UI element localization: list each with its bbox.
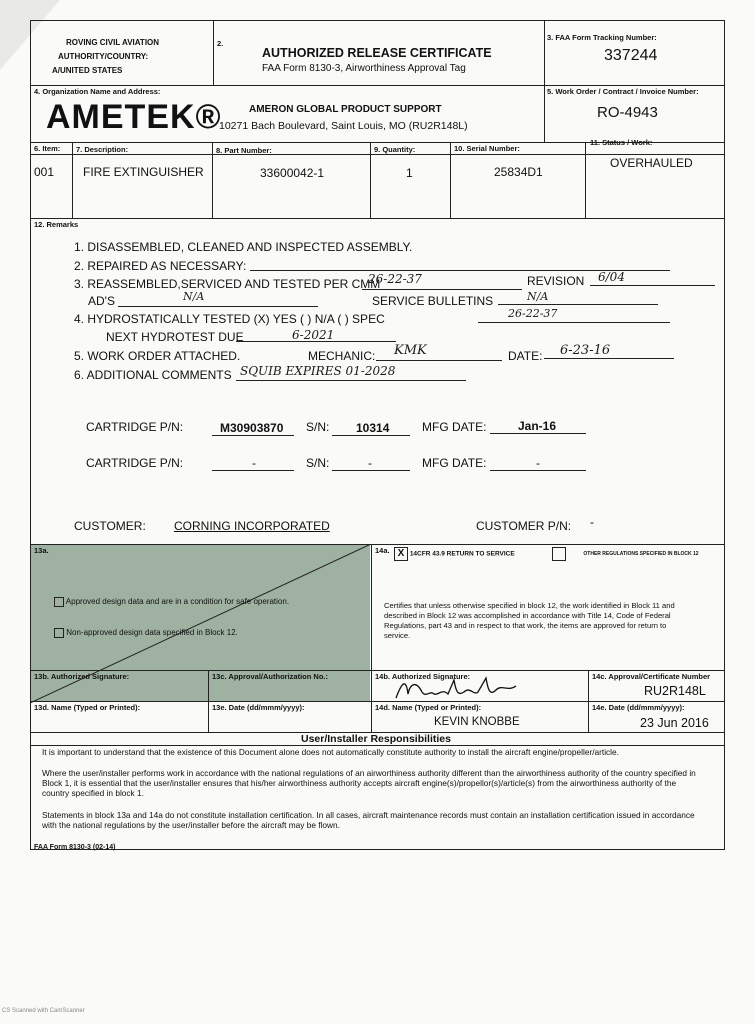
cmm-value: 26-22-37 (368, 272, 422, 286)
form-subtitle: FAA Form 8130-3, Airworthiness Approval Tag (262, 63, 466, 74)
comments-value: SQUIB EXPIRES 01-2028 (240, 364, 396, 378)
cartridge-2-sn: - (368, 456, 372, 470)
customer-label: CUSTOMER: (74, 519, 146, 533)
other-regulations-text: OTHER REGULATIONS SPECIFIED IN BLOCK 12 (583, 551, 699, 558)
remark-1: 1. DISASSEMBLED, CLEANED AND INSPECTED ASSEMBLY. (74, 240, 413, 254)
responsibilities-line (30, 745, 725, 746)
description-value: FIRE EXTINGUISHER (83, 165, 204, 179)
part-number-label: 8. Part Number: (216, 146, 272, 155)
cmm-line (362, 289, 522, 290)
cartridge-1-sn-label: S/N: (306, 420, 330, 434)
block-13e-label: 13e. Date (dd/mmm/yyyy): (212, 703, 305, 712)
cartridge-1-pn: M30903870 (220, 421, 284, 435)
return-to-service-checkbox[interactable]: X (394, 547, 408, 561)
cartridge-2-pn-line (212, 470, 294, 471)
tracking-number: 337244 (604, 47, 658, 64)
block-13c-label: 13c. Approval/Authorization No.: (212, 672, 328, 681)
item-value: 001 (34, 165, 55, 179)
cartridge-1-label: CARTRIDGE P/N: (86, 420, 184, 434)
cartridge-2-mfg: - (536, 456, 540, 470)
scanner-watermark: CS Scanned with CamScanner (2, 1008, 85, 1014)
block-14d-label: 14d. Name (Typed or Printed): (375, 703, 482, 712)
remark-6: 6. ADDITIONAL COMMENTS (74, 368, 232, 382)
quantity-value: 1 (406, 166, 413, 180)
cartridge-1-mfg-line (490, 433, 586, 434)
ads-value: N/A (183, 290, 205, 303)
ads-line (118, 306, 318, 307)
remark-2: 2. REPAIRED AS NECESSARY: (74, 259, 247, 273)
cartridge-2-sn-label: S/N: (306, 456, 330, 470)
spec-line (478, 322, 670, 323)
ads-label: AD'S (88, 294, 115, 308)
status-label: 11. Status / Work: (590, 138, 653, 147)
remark-3: 3. REASSEMBLED,SERVICED AND TESTED PER CMM (74, 277, 381, 291)
approval-number: RU2R148L (644, 684, 706, 698)
cartridge-1-sn: 10314 (356, 421, 390, 435)
signature (392, 674, 522, 704)
comments-line (236, 380, 466, 381)
date-label: DATE: (508, 349, 543, 363)
block-14b-label: 14b. Authorized Signature: (375, 672, 471, 681)
form-footer: FAA Form 8130-3 (02-14) (34, 844, 116, 851)
service-bulletins-line (498, 304, 658, 305)
block-13a (30, 544, 372, 671)
approved-design-option[interactable] (54, 597, 289, 607)
cartridge-1-mfg-label: MFG DATE: (422, 420, 487, 434)
non-approved-design-option[interactable] (54, 628, 238, 638)
revision-line (590, 285, 715, 286)
serial-number-value: 25834D1 (494, 165, 543, 179)
mechanic-line (376, 360, 502, 361)
part-number-value: 33600042-1 (260, 166, 325, 180)
next-hydrotest-value: 6-2021 (292, 328, 335, 342)
non-approved-design-text: Non-approved design data specified in Block 12. (66, 628, 238, 638)
remark-4: 4. HYDROSTATICALLY TESTED (X) YES ( ) N/A ( ) SPEC (74, 312, 385, 326)
cartridge-2-pn: - (252, 456, 256, 470)
block-13d-label: 13d. Name (Typed or Printed): (34, 703, 141, 712)
date-line (544, 358, 674, 359)
org-name: AMERON GLOBAL PRODUCT SUPPORT (249, 104, 442, 115)
return-to-service-text: 14CFR 43.9 RETURN TO SERVICE (409, 550, 515, 558)
responsibilities-heading: User/Installer Responsibilities (301, 733, 451, 745)
block-2-label: 2. (217, 39, 224, 48)
org-address: 10271 Bach Boulevard, Saint Louis, MO (RU2R148L) (219, 120, 468, 132)
approved-design-text: Approved design data and are in a condition for safe operation. (65, 597, 290, 607)
cartridge-2-sn-line (332, 470, 410, 471)
cartridge-2-mfg-line (490, 470, 586, 471)
tracking-label: 3. FAA Form Tracking Number: (547, 33, 657, 42)
responsibilities-p3: Statements in block 13a and 14a do not constitute installation certification. In all cases, aircraft maintenance records must contain an installation certification issued in accordance with the national regulations by the user/installer before the aircraft may be flown. (42, 810, 695, 830)
revision-label: REVISION (527, 274, 585, 288)
block-14c-label: 14c. Approval/Certificate Number (592, 672, 711, 681)
serial-number-label: 10. Serial Number: (454, 144, 520, 153)
signature-date: 23 Jun 2016 (640, 716, 709, 730)
cartridge-1-mfg: Jan-16 (518, 419, 557, 433)
customer-value: CORNING INCORPORATED (174, 519, 330, 533)
next-hydrotest-label: NEXT HYDROTEST DUE (106, 330, 244, 344)
status-value: OVERHAULED (610, 156, 693, 170)
service-bulletins-label: SERVICE BULLETINS (372, 294, 494, 308)
remark-5: 5. WORK ORDER ATTACHED. (74, 349, 241, 363)
signer-name: KEVIN KNOBBE (434, 716, 520, 728)
block-13a-label: 13a. (34, 546, 49, 555)
non-approved-design-checkbox[interactable] (54, 628, 64, 638)
cartridge-2-label: CARTRIDGE P/N: (86, 456, 184, 470)
customer-pn-value: - (590, 515, 594, 529)
customer-pn-label: CUSTOMER P/N: (476, 519, 572, 533)
org-label: 4. Organization Name and Address: (34, 87, 161, 96)
spec-value: 26-22-37 (508, 307, 558, 320)
block-14e-label: 14e. Date (dd/mmm/yyyy): (592, 703, 685, 712)
responsibilities-p1: It is important to understand that the existence of this Document alone does not automatically constitute authority to install the aircraft engine/propeller/article. (42, 747, 619, 757)
authority-line-3: A/UNITED STATES (52, 66, 123, 75)
other-regulations-option[interactable] (552, 547, 699, 561)
other-regulations-checkbox[interactable] (552, 547, 566, 561)
responsibilities-p2: Where the user/installer performs work in accordance with the national regulations of an airworthiness authority different than the airworthiness authority of the country specified in Block 1, it is essential that the user/installer ensures that his/her airworthiness authority accepts aircraft engine(s)/propellor(s)/article(s) from the airworthiness authority of the country specified in block 1. (42, 768, 696, 798)
block-14a-label: 14a. (375, 546, 390, 555)
cartridge-1-sn-line (332, 435, 410, 436)
work-order-number: RO-4943 (597, 104, 658, 121)
cartridge-2-mfg-label: MFG DATE: (422, 456, 487, 470)
approved-design-checkbox[interactable] (54, 597, 64, 607)
return-to-service-option[interactable] (394, 547, 515, 561)
mechanic-value: KMK (394, 343, 427, 358)
date-value: 6-23-16 (560, 343, 611, 358)
revision-value: 6/04 (598, 270, 625, 284)
quantity-label: 9. Quantity: (374, 145, 416, 154)
authority-line-2: AUTHORITY/COUNTRY: (58, 52, 149, 61)
authority-line-1: ROVING CIVIL AVIATION (66, 38, 160, 47)
item-label: 6. Item: (34, 144, 61, 153)
ametek-logo: AMETEK® (46, 98, 222, 136)
description-label: 7. Description: (76, 145, 129, 154)
mechanic-label: MECHANIC: (308, 349, 376, 363)
certification-statement: Certifies that unless otherwise specified in block 12, the work identified in Block 11 and described in Block 12 was accomplished in accordance with Title 14, Code of Federal Regulations, part 43 and in respect to that work, the items are approved for return to service. (384, 601, 675, 640)
work-order-label: 5. Work Order / Contract / Invoice Number: (547, 87, 699, 96)
service-bulletins-value: N/A (527, 290, 549, 303)
form-title: AUTHORIZED RELEASE CERTIFICATE (262, 46, 492, 60)
cartridge-1-pn-line (212, 435, 294, 436)
block-13b-label: 13b. Authorized Signature: (34, 672, 130, 681)
items-header-line (30, 154, 725, 155)
remarks-label: 12. Remarks (34, 220, 79, 229)
